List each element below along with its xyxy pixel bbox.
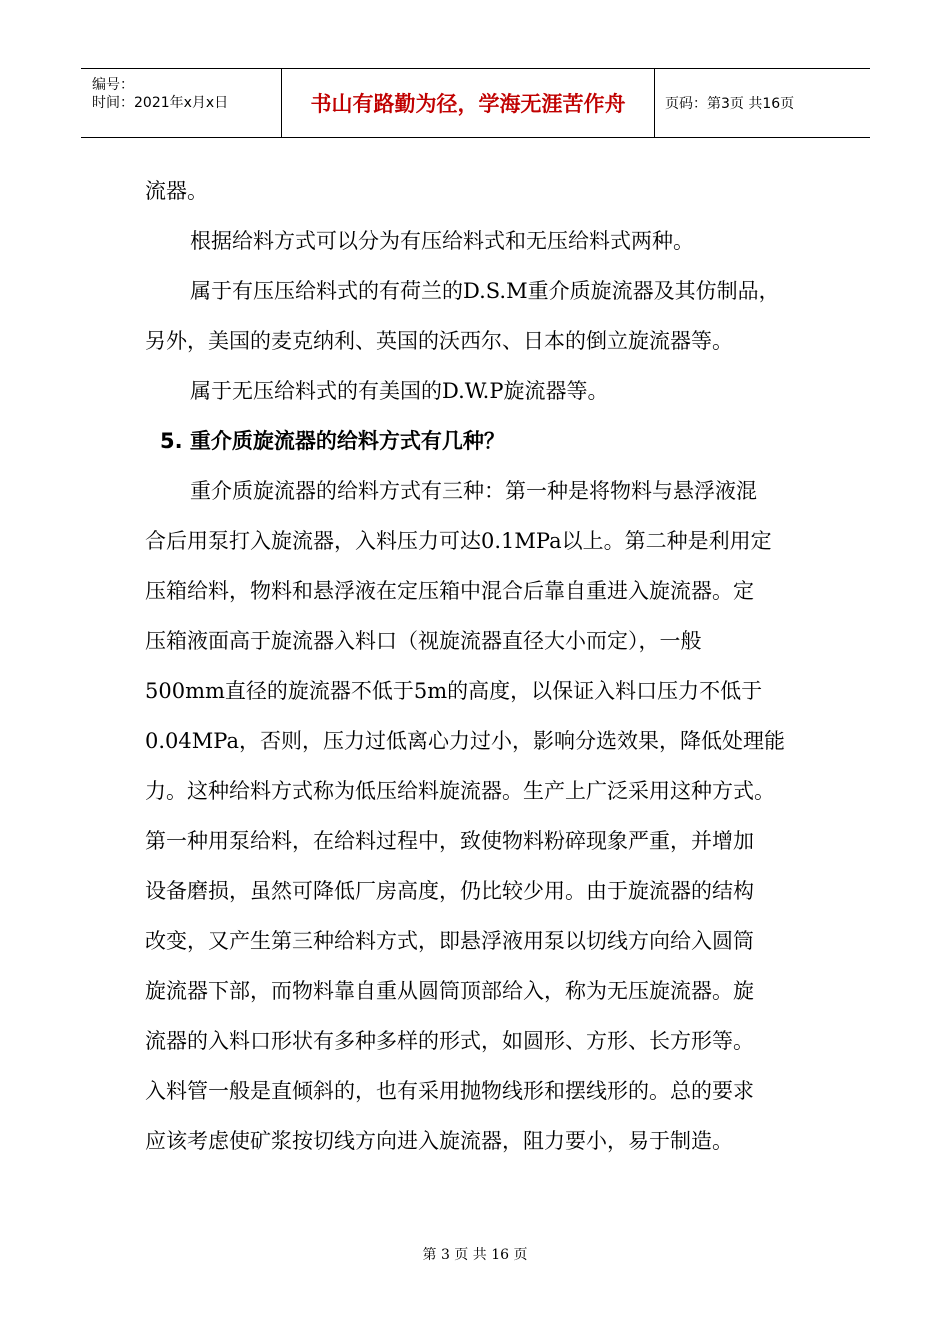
page-header [81,68,870,138]
document-body [145,166,810,1166]
paragraph-line: 0.04MPa，否则，压力过低离心力过小，影响分选效果，降低处理能 [145,729,785,753]
paragraph-line: 合后用泵打入旋流器，入料压力可达0.1MPa以上。第二种是利用定 [145,529,772,553]
page-footer: 第 3 页 共 16 页 [422,1247,528,1263]
section-heading: 5. 重介质旋流器的给料方式有几种？ [160,429,505,453]
paragraph-line: 流器的入料口形状有多种多样的形式，如圆形、方形、长方形等。 [145,1029,754,1053]
header-page-info: 页码：第3页 共16页 [665,96,795,112]
paragraph-line: 应该考虑使矿浆按切线方向进入旋流器，阻力要小，易于制造。 [145,1129,733,1153]
paragraph-line: 500mm直径的旋流器不低于5m的高度，以保证入料口压力不低于 [145,679,763,703]
body-line: 属于无压给料式的有美国的D.W.P旋流器等。 [190,379,609,403]
paragraph-line: 力。这种给料方式称为低压给料旋流器。生产上广泛采用这种方式。 [145,779,775,803]
paragraph-line: 设备磨损，虽然可降低厂房高度，仍比较少用。由于旋流器的结构 [145,879,754,903]
paragraph-line: 第一种用泵给料，在给料过程中，致使物料粉碎现象严重，并增加 [145,829,754,853]
body-line: 属于有压压给料式的有荷兰的D.S.M重介质旋流器及其仿制品， [190,279,780,303]
body-line: 流器。 [145,179,208,203]
paragraph-line: 重介质旋流器的给料方式有三种：第一种是将物料与悬浮液混 [190,479,757,503]
paragraph-line: 旋流器下部，而物料靠自重从圆筒顶部给入，称为无压旋流器。旋 [145,979,754,1003]
body-line: 根据给料方式可以分为有压给料式和无压给料式两种。 [190,229,694,253]
header-meta-cell [81,69,282,137]
header-motto: 书山有路勤为径，学海无涯苦作舟 [282,69,655,137]
document-time-label: 时间：2021年x月x日 [92,95,229,111]
paragraph-line: 压箱给料，物料和悬浮液在定压箱中混合后靠自重进入旋流器。定 [145,579,754,603]
paragraph-line: 压箱液面高于旋流器入料口（视旋流器直径大小而定），一般 [145,629,702,653]
document-number-label: 编号： [92,77,134,93]
body-line: 另外，美国的麦克纳利、英国的沃西尔、日本的倒立旋流器等。 [145,329,733,353]
paragraph-line: 改变，又产生第三种给料方式，即悬浮液用泵以切线方向给入圆筒 [145,929,754,953]
paragraph-line: 入料管一般是直倾斜的，也有采用抛物线形和摆线形的。总的要求 [145,1079,754,1103]
